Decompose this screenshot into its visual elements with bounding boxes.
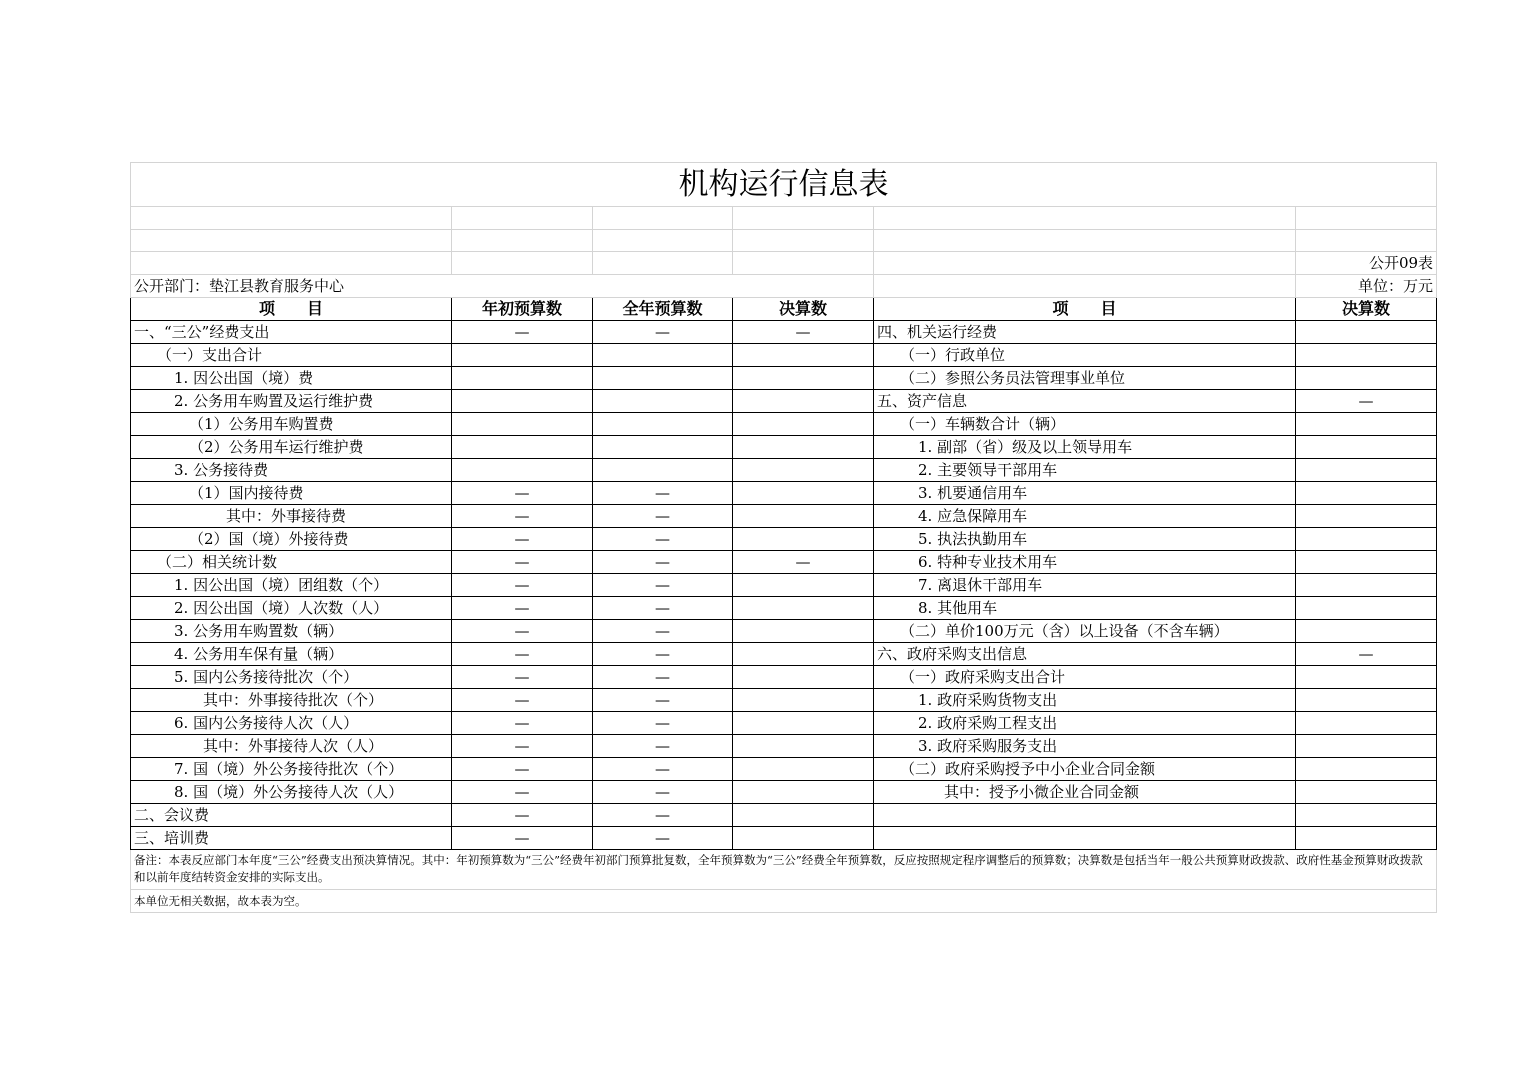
- table-cell: （二）相关统计数: [131, 551, 452, 574]
- blank-cell: [1296, 207, 1437, 230]
- table-cell: —: [452, 528, 593, 551]
- table-cell: [733, 643, 874, 666]
- unit-label: 单位：万元: [1296, 275, 1437, 298]
- table-cell: [593, 459, 733, 482]
- blank-cell: [452, 252, 593, 275]
- table-cell: [733, 758, 874, 781]
- header-item-left: 项 目: [131, 298, 452, 321]
- blank-cell: [874, 275, 1296, 298]
- table-cell: —: [452, 689, 593, 712]
- table-cell: [1296, 321, 1437, 344]
- table-cell: [1296, 758, 1437, 781]
- table-cell: —: [593, 689, 733, 712]
- table-row: [131, 505, 1437, 528]
- table-cell: —: [452, 597, 593, 620]
- table-cell: [593, 390, 733, 413]
- department-label: 公开部门：垫江县教育服务中心: [131, 275, 874, 298]
- table-cell: [593, 344, 733, 367]
- table-cell: —: [452, 735, 593, 758]
- table-cell: —: [452, 620, 593, 643]
- table-cell: 8. 国（境）外公务接待人次（人）: [131, 781, 452, 804]
- table-row: [131, 551, 1437, 574]
- table-cell: —: [452, 804, 593, 827]
- table-cell: [1296, 505, 1437, 528]
- table-cell: [733, 781, 874, 804]
- table-cell: —: [593, 551, 733, 574]
- table-cell: [733, 436, 874, 459]
- table-cell: [733, 482, 874, 505]
- table-cell: 其中：授予小微企业合同金额: [874, 781, 1296, 804]
- info-table: [130, 162, 1437, 913]
- table-cell: 1. 政府采购货物支出: [874, 689, 1296, 712]
- header-final-account-right: 决算数: [1296, 298, 1437, 321]
- table-cell: —: [593, 712, 733, 735]
- table-cell: [1296, 735, 1437, 758]
- table-cell: 其中：外事接待批次（个）: [131, 689, 452, 712]
- table-row: [131, 597, 1437, 620]
- table-cell: [452, 344, 593, 367]
- table-cell: [733, 827, 874, 850]
- table-cell: [733, 505, 874, 528]
- blank-cell: [452, 229, 593, 252]
- table-cell: 五、资产信息: [874, 390, 1296, 413]
- table-cell: 2. 公务用车购置及运行维护费: [131, 390, 452, 413]
- table-row: [131, 459, 1437, 482]
- table-row: [131, 413, 1437, 436]
- table-row: [131, 321, 1437, 344]
- table-cell: [1296, 574, 1437, 597]
- table-row: [131, 620, 1437, 643]
- table-cell: [1296, 804, 1437, 827]
- table-cell: [1296, 781, 1437, 804]
- header-final-account-left: 决算数: [733, 298, 874, 321]
- table-cell: [1296, 712, 1437, 735]
- table-cell: —: [452, 781, 593, 804]
- table-row: [131, 390, 1437, 413]
- table-cell: —: [593, 528, 733, 551]
- blank-cell: [593, 229, 733, 252]
- table-row: [131, 781, 1437, 804]
- table-cell: 1. 因公出国（境）团组数（个）: [131, 574, 452, 597]
- table-cell: （一）行政单位: [874, 344, 1296, 367]
- blank-cell: [593, 207, 733, 230]
- table-cell: 一、“三公”经费支出: [131, 321, 452, 344]
- table-cell: [733, 666, 874, 689]
- table-cell: 7. 离退休干部用车: [874, 574, 1296, 597]
- header-item-right: 项 目: [874, 298, 1296, 321]
- table-cell: [1296, 551, 1437, 574]
- table-cell: [733, 735, 874, 758]
- table-cell: [1296, 666, 1437, 689]
- blank-cell: [131, 207, 452, 230]
- table-cell: 3. 公务用车购置数（辆）: [131, 620, 452, 643]
- table-cell: [733, 804, 874, 827]
- table-cell: （一）政府采购支出合计: [874, 666, 1296, 689]
- table-cell: 4. 公务用车保有量（辆）: [131, 643, 452, 666]
- table-cell: —: [452, 551, 593, 574]
- blank-cell: [874, 207, 1296, 230]
- blank-cell: [131, 252, 452, 275]
- table-cell: [1296, 482, 1437, 505]
- page-title: 机构运行信息表: [131, 163, 1437, 207]
- table-cell: 3. 政府采购服务支出: [874, 735, 1296, 758]
- table-cell: （一）车辆数合计（辆）: [874, 413, 1296, 436]
- table-cell: 3. 机要通信用车: [874, 482, 1296, 505]
- table-cell: [1296, 597, 1437, 620]
- table-cell: —: [452, 482, 593, 505]
- table-cell: 5. 国内公务接待批次（个）: [131, 666, 452, 689]
- table-cell: （2）国（境）外接待费: [131, 528, 452, 551]
- table-cell: 6. 特种专业技术用车: [874, 551, 1296, 574]
- table-cell: 4. 应急保障用车: [874, 505, 1296, 528]
- table-cell: 3. 公务接待费: [131, 459, 452, 482]
- table-cell: [593, 436, 733, 459]
- table-cell: —: [452, 712, 593, 735]
- table-cell: 其中：外事接待人次（人）: [131, 735, 452, 758]
- table-cell: —: [452, 666, 593, 689]
- table-cell: [733, 574, 874, 597]
- table-cell: [733, 597, 874, 620]
- table-row: [131, 482, 1437, 505]
- table-cell: 六、政府采购支出信息: [874, 643, 1296, 666]
- table-cell: —: [593, 643, 733, 666]
- table-cell: （1）公务用车购置费: [131, 413, 452, 436]
- table-cell: —: [1296, 643, 1437, 666]
- table-cell: —: [593, 620, 733, 643]
- remarks-note: 备注：本表反应部门本年度“三公”经费支出预决算情况。其中：年初预算数为“三公”经费年初部门预算批复数，全年预算数为“三公”经费全年预算数，反应按照规定程序调整后的预算数；决算数是包括当年一般公共预算财政拨款、政府性基金预算财政拨款和以前年度结转资金安排的实际支出。: [131, 850, 1437, 890]
- table-cell: [452, 436, 593, 459]
- table-row: [131, 827, 1437, 850]
- table-row: [131, 436, 1437, 459]
- table-cell: —: [452, 758, 593, 781]
- table-cell: 2. 主要领导干部用车: [874, 459, 1296, 482]
- table-cell: —: [593, 574, 733, 597]
- table-cell: —: [593, 804, 733, 827]
- table-cell: 二、会议费: [131, 804, 452, 827]
- table-cell: [733, 689, 874, 712]
- table-cell: —: [452, 574, 593, 597]
- table-cell: —: [733, 321, 874, 344]
- table-cell: —: [452, 827, 593, 850]
- table-cell: [1296, 459, 1437, 482]
- table-cell: —: [593, 597, 733, 620]
- table-cell: —: [593, 758, 733, 781]
- table-cell: [452, 390, 593, 413]
- table-cell: —: [733, 551, 874, 574]
- table-cell: 其中：外事接待费: [131, 505, 452, 528]
- table-cell: [1296, 620, 1437, 643]
- table-row: [131, 735, 1437, 758]
- table-cell: [733, 528, 874, 551]
- table-cell: [733, 413, 874, 436]
- table-cell: —: [593, 781, 733, 804]
- table-cell: [874, 827, 1296, 850]
- header-initial-budget: 年初预算数: [452, 298, 593, 321]
- table-cell: （二）单价100万元（含）以上设备（不含车辆）: [874, 620, 1296, 643]
- table-cell: （二）政府采购授予中小企业合同金额: [874, 758, 1296, 781]
- table-cell: [452, 367, 593, 390]
- table-cell: 1. 因公出国（境）费: [131, 367, 452, 390]
- blank-cell: [131, 229, 452, 252]
- table-cell: （2）公务用车运行维护费: [131, 436, 452, 459]
- table-row: [131, 643, 1437, 666]
- table-row: [131, 344, 1437, 367]
- blank-cell: [874, 252, 1296, 275]
- table-cell: [733, 390, 874, 413]
- table-cell: —: [452, 505, 593, 528]
- table-cell: [1296, 827, 1437, 850]
- report-sheet: [130, 162, 1436, 930]
- table-cell: —: [593, 321, 733, 344]
- table-row: [131, 689, 1437, 712]
- table-row: [131, 666, 1437, 689]
- table-cell: 三、培训费: [131, 827, 452, 850]
- table-cell: —: [452, 643, 593, 666]
- table-cell: 2. 因公出国（境）人次数（人）: [131, 597, 452, 620]
- table-cell: [1296, 413, 1437, 436]
- table-cell: [1296, 344, 1437, 367]
- table-cell: [593, 413, 733, 436]
- table-cell: [733, 620, 874, 643]
- table-cell: [1296, 528, 1437, 551]
- table-row: [131, 574, 1437, 597]
- table-cell: —: [452, 321, 593, 344]
- table-row: [131, 712, 1437, 735]
- blank-cell: [1296, 229, 1437, 252]
- table-cell: [1296, 689, 1437, 712]
- empty-data-note: 本单位无相关数据，故本表为空。: [131, 890, 1437, 913]
- table-cell: 6. 国内公务接待人次（人）: [131, 712, 452, 735]
- table-cell: 2. 政府采购工程支出: [874, 712, 1296, 735]
- table-cell: 8. 其他用车: [874, 597, 1296, 620]
- table-row: [131, 804, 1437, 827]
- table-cell: [452, 413, 593, 436]
- table-cell: —: [1296, 390, 1437, 413]
- header-annual-budget: 全年预算数: [593, 298, 733, 321]
- blank-cell: [593, 252, 733, 275]
- table-cell: —: [593, 735, 733, 758]
- blank-cell: [733, 207, 874, 230]
- table-row: [131, 758, 1437, 781]
- blank-cell: [733, 229, 874, 252]
- table-cell: [733, 459, 874, 482]
- table-cell: 7. 国（境）外公务接待批次（个）: [131, 758, 452, 781]
- table-cell: [452, 459, 593, 482]
- table-cell: —: [593, 505, 733, 528]
- table-row: [131, 367, 1437, 390]
- table-cell: （二）参照公务员法管理事业单位: [874, 367, 1296, 390]
- table-cell: [874, 804, 1296, 827]
- table-cell: （一）支出合计: [131, 344, 452, 367]
- table-number: 公开09表: [1296, 252, 1437, 275]
- table-cell: —: [593, 482, 733, 505]
- table-cell: [1296, 436, 1437, 459]
- table-cell: [733, 367, 874, 390]
- blank-cell: [874, 229, 1296, 252]
- table-cell: 5. 执法执勤用车: [874, 528, 1296, 551]
- table-row: [131, 528, 1437, 551]
- table-cell: 四、机关运行经费: [874, 321, 1296, 344]
- table-cell: 1. 副部（省）级及以上领导用车: [874, 436, 1296, 459]
- table-cell: [1296, 367, 1437, 390]
- table-cell: [593, 367, 733, 390]
- table-cell: —: [593, 666, 733, 689]
- blank-cell: [733, 252, 874, 275]
- table-cell: [733, 344, 874, 367]
- blank-cell: [452, 207, 593, 230]
- table-cell: [733, 712, 874, 735]
- table-cell: （1）国内接待费: [131, 482, 452, 505]
- table-cell: —: [593, 827, 733, 850]
